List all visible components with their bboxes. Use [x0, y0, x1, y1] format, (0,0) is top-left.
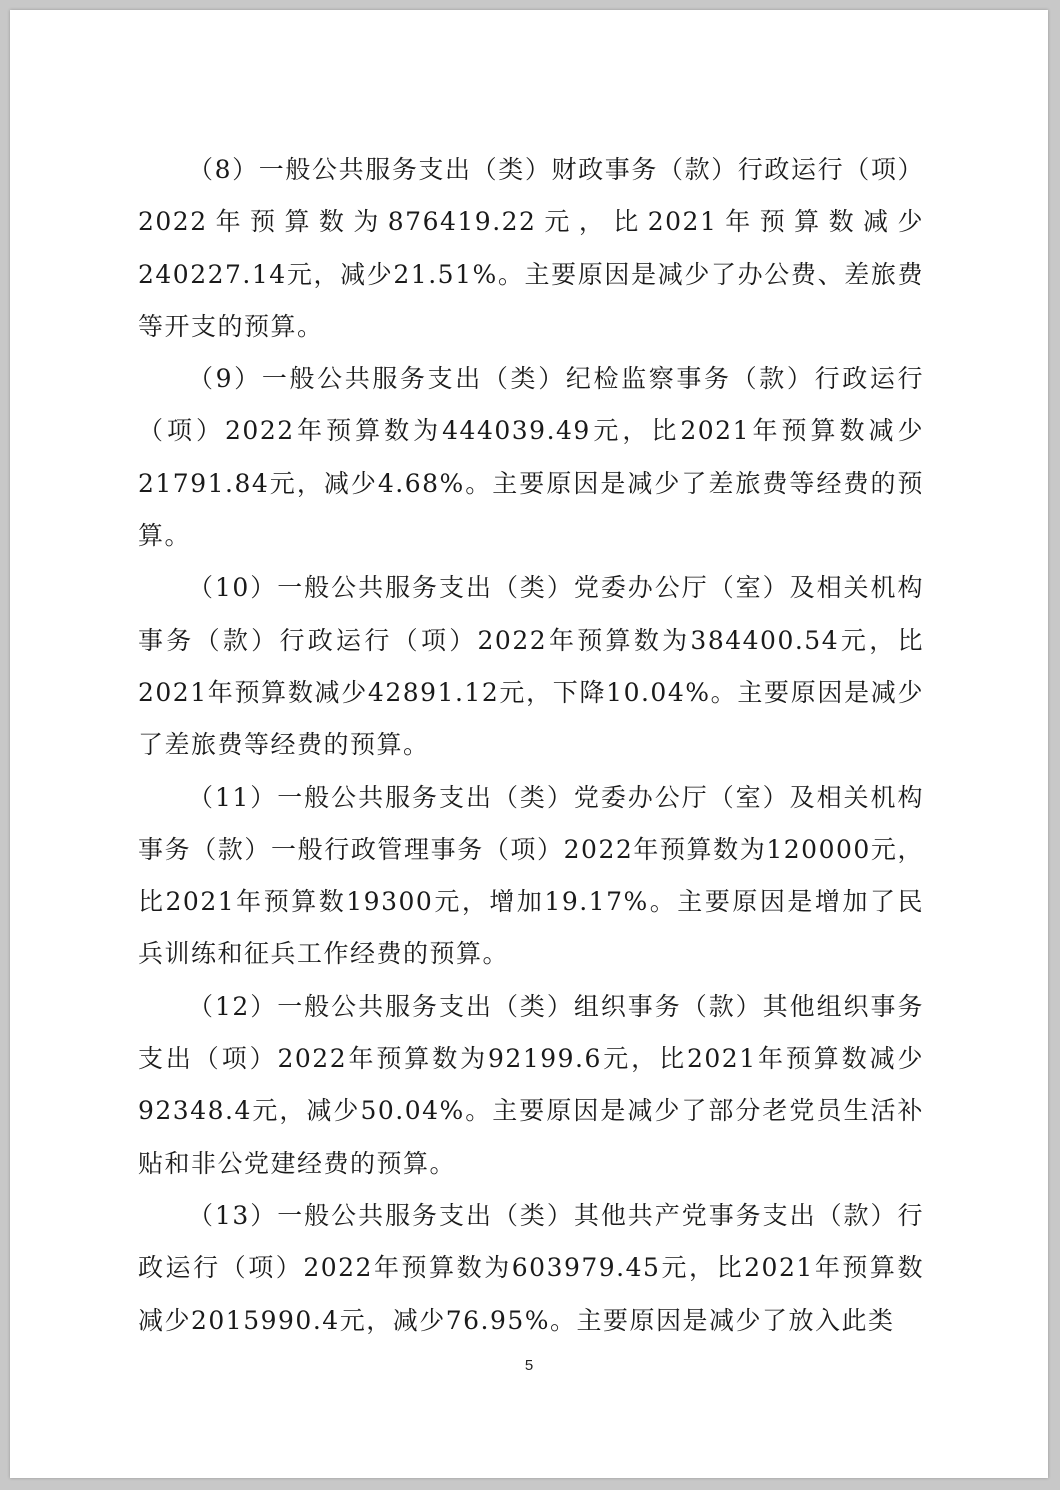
document-page [10, 10, 1048, 1478]
paragraph-12: （12）一般公共服务支出（类）组织事务（款）其他组织事务支出（项）2022年预算数为92199.6元，比2021年预算数减少92348.4元，减少50.04%。主要原因是减少了部分老党员生活补贴和非公党建经费的预算。 [138, 991, 924, 1178]
paragraph-9: （9）一般公共服务支出（类）纪检监察事务（款）行政运行（项）2022年预算数为444039.49元，比2021年预算数减少21791.84元，减少4.68%。主要原因是减少了差旅费等经费的预算。 [138, 364, 924, 551]
body-text [138, 144, 924, 1347]
paragraph-13: （13）一般公共服务支出（类）其他共产党事务支出（款）行政运行（项）2022年预算数为603979.45元，比2021年预算数减少2015990.4元，减少76.95%。主要原因是减少了放入此类 [138, 1200, 924, 1335]
paragraph-11: （11）一般公共服务支出（类）党委办公厅（室）及相关机构事务（款）一般行政管理事务（项）2022年预算数为120000元，比2021年预算数19300元，增加19.17%。主要原因是增加了民兵训练和征兵工作经费的预算。 [138, 782, 924, 969]
paragraph-8: （8）一般公共服务支出（类）财政事务（款）行政运行（项）2022年预算数为876419.22元，比2021年预算数减少240227.14元，减少21.51%。主要原因是减少了办公费、差旅费等开支的预算。 [138, 155, 924, 341]
page-number: 5 [524, 1357, 534, 1374]
paragraph-10: （10）一般公共服务支出（类）党委办公厅（室）及相关机构事务（款）行政运行（项）2022年预算数为384400.54元，比2021年预算数减少42891.12元，下降10.04%。主要原因是减少了差旅费等经费的预算。 [138, 573, 924, 760]
